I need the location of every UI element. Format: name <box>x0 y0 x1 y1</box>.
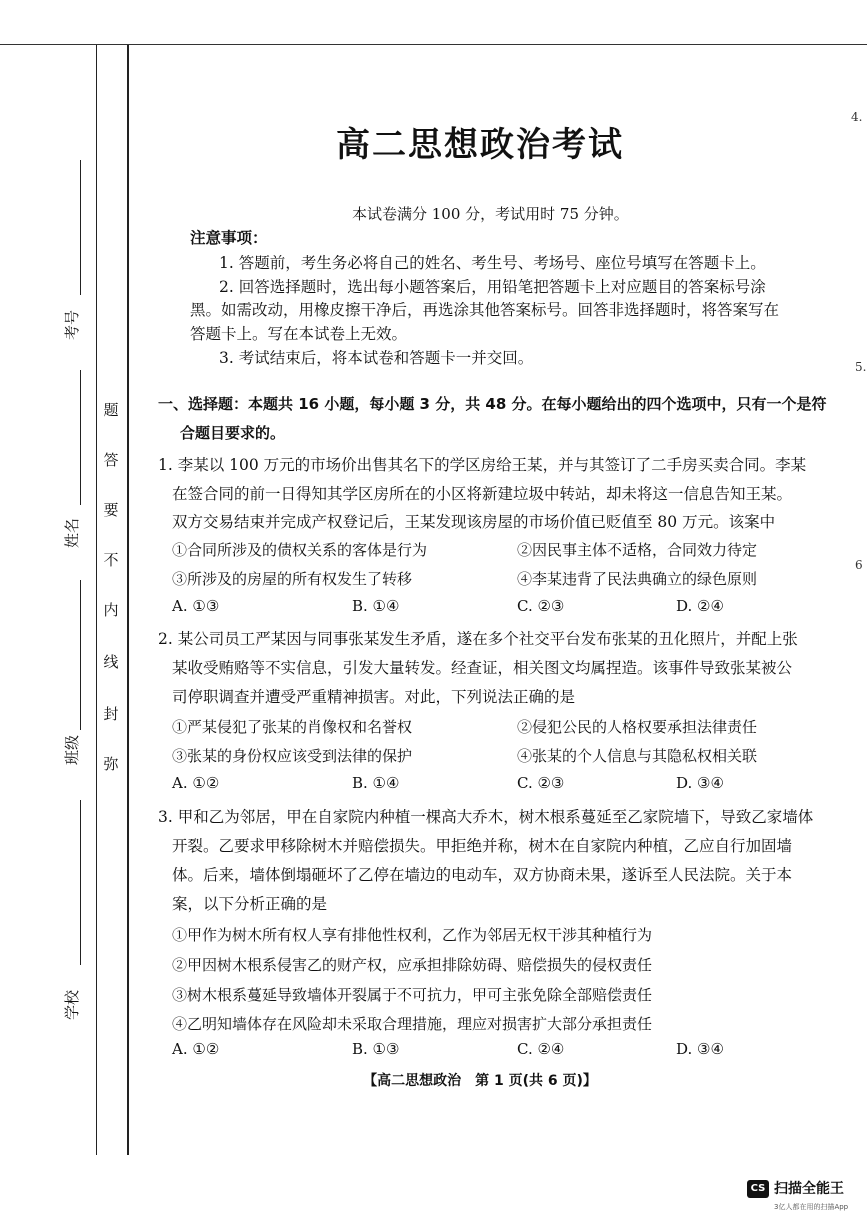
edge-mark: 5. <box>855 360 867 374</box>
seal-char: 要 <box>103 501 119 519</box>
seal-char: 线 <box>103 653 119 671</box>
seal-char: 封 <box>103 705 119 723</box>
edge-mark: 4. <box>851 110 863 124</box>
statement: ④李某违背了民法典确立的绿色原则 <box>517 570 758 588</box>
option-a[interactable]: A. ①③ <box>172 597 220 615</box>
name-underline <box>80 370 81 505</box>
statement: ②因民事主体不适格，合同效力待定 <box>517 541 758 559</box>
class-underline <box>80 580 81 730</box>
question-text: 1. 李某以 100 万元的市场价出售其名下的学区房给王某，并与其签订了二手房买卖合同。李某 <box>158 456 807 474</box>
question-text: 体。后来，墙体倒塌砸坏了乙停在墙边的电动车，双方协商未果，遂诉至人民法院。关于本 <box>172 866 793 884</box>
notes-heading: 注意事项： <box>190 229 268 247</box>
seal-char: 不 <box>103 551 119 569</box>
option-d[interactable]: D. ③④ <box>676 774 724 792</box>
option-a[interactable]: A. ①② <box>172 1040 220 1058</box>
question-text: 开裂。乙要求甲移除树木并赔偿损失。甲拒绝并称，树木在自家院内种植，乙应自行加固墙 <box>172 837 793 855</box>
question-text: 在签合同的前一日得知其学区房所在的小区将新建垃圾中转站，却未将这一信息告知王某。 <box>172 485 793 503</box>
statement: ③张某的身份权应该受到法律的保护 <box>172 747 413 765</box>
note-line: 黑。如需改动，用橡皮擦干净后，再选涂其他答案标号。回答非选择题时，将答案写在 <box>190 301 780 319</box>
exam-subtitle: 本试卷满分 100 分，考试用时 75 分钟。 <box>352 205 629 223</box>
note-line: 3. 考试结束后，将本试卷和答题卡一并交回。 <box>219 349 534 367</box>
option-c[interactable]: C. ②③ <box>517 774 565 792</box>
seal-char: 弥 <box>103 755 119 773</box>
binding-line-outer <box>96 45 97 1155</box>
option-d[interactable]: D. ③④ <box>676 1040 724 1058</box>
question-text: 司停职调查并遭受严重精神损害。对此，下列说法正确的是 <box>172 688 576 706</box>
scanner-logo-icon: CS <box>747 1180 769 1198</box>
option-b[interactable]: B. ①③ <box>352 1040 400 1058</box>
seal-char: 内 <box>103 601 119 619</box>
question-text: 案，以下分析正确的是 <box>172 895 328 913</box>
statement: ②侵犯公民的人格权要承担法律责任 <box>517 718 758 736</box>
option-b[interactable]: B. ①④ <box>352 597 400 615</box>
question-text: 某收受贿赂等不实信息，引发大量转发。经查证，相关图文均属捏造。该事件导致张某被公 <box>172 659 793 677</box>
statement: ③所涉及的房屋的所有权发生了转移 <box>172 570 413 588</box>
edge-mark: 6 <box>855 558 863 572</box>
option-b[interactable]: B. ①④ <box>352 774 400 792</box>
statement: ④乙明知墙体存在风险却未采取合理措施，理应对损害扩大部分承担责任 <box>172 1015 653 1033</box>
scanner-brand: 扫描全能王 <box>774 1181 844 1197</box>
option-d[interactable]: D. ②④ <box>676 597 724 615</box>
top-border <box>0 44 867 45</box>
option-c[interactable]: C. ②③ <box>517 597 565 615</box>
note-line: 1. 答题前，考生务必将自己的姓名、考生号、考场号、座位号填写在答题卡上。 <box>219 254 766 272</box>
question-text: 双方交易结束并完成产权登记后，王某发现该房屋的市场价值已贬值至 80 万元。该案中 <box>172 513 776 531</box>
statement: ③树木根系蔓延导致墙体开裂属于不可抗力，甲可主张免除全部赔偿责任 <box>172 986 653 1004</box>
seal-char: 题 <box>103 401 119 419</box>
school-underline <box>80 800 81 965</box>
note-line: 答题卡上。写在本试卷上无效。 <box>190 325 408 343</box>
option-a[interactable]: A. ①② <box>172 774 220 792</box>
page-title: 高二思想政治考试 <box>336 125 624 165</box>
name-label: 姓名 <box>63 517 81 548</box>
seal-char: 答 <box>103 451 119 469</box>
exam-no-label: 考号 <box>63 309 81 340</box>
statement: ①合同所涉及的债权关系的客体是行为 <box>172 541 428 559</box>
class-label: 班级 <box>63 734 81 765</box>
school-label: 学校 <box>63 989 81 1020</box>
section-heading: 一、选择题：本题共 16 小题，每小题 3 分，共 48 分。在每小题给出的四个选项中，只有一个是符 <box>158 395 827 413</box>
question-text: 3. 甲和乙为邻居，甲在自家院内种植一棵高大乔木，树木根系蔓延至乙家院墙下，导致乙家墙体 <box>158 808 814 826</box>
binding-line-inner <box>127 45 129 1155</box>
statement: ①甲作为树木所有权人享有排他性权利，乙作为邻居无权干涉其种植行为 <box>172 926 653 944</box>
page-footer: 【高二思想政治 第 1 页(共 6 页)】 <box>363 1073 597 1089</box>
question-text: 2. 某公司员工严某因与同事张某发生矛盾，遂在多个社交平台发布张某的丑化照片，并配上张 <box>158 630 798 648</box>
statement: ④张某的个人信息与其隐私权相关联 <box>517 747 758 765</box>
section-heading-cont: 合题目要求的。 <box>180 424 286 442</box>
statement: ①严某侵犯了张某的肖像权和名誉权 <box>172 718 413 736</box>
statement: ②甲因树木根系侵害乙的财产权，应承担排除妨碍、赔偿损失的侵权责任 <box>172 956 653 974</box>
scanner-tagline: 3亿人都在用的扫描App <box>774 1203 849 1211</box>
option-c[interactable]: C. ②④ <box>517 1040 565 1058</box>
note-line: 2. 回答选择题时，选出每小题答案后，用铅笔把答题卡上对应题目的答案标号涂 <box>219 278 766 296</box>
exam-no-underline <box>80 160 81 295</box>
